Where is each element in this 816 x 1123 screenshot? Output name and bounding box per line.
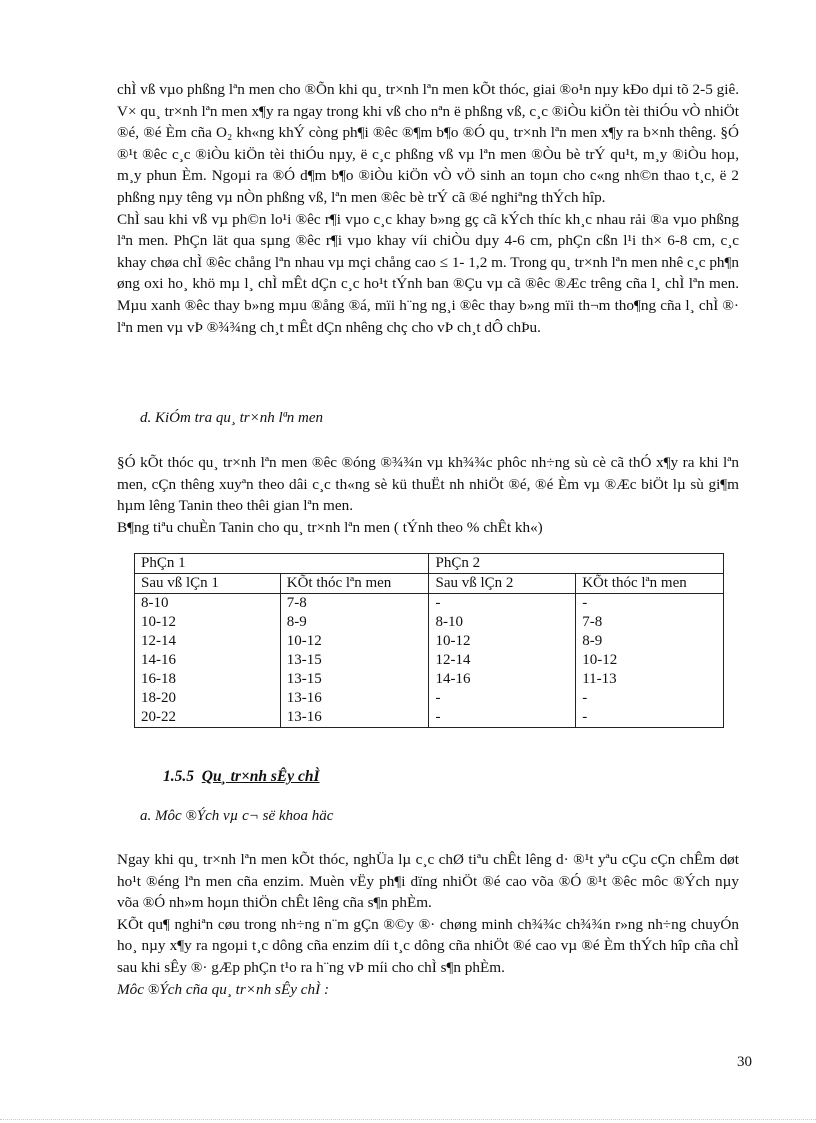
table-cell: 13-16: [280, 689, 429, 708]
table-cell: -: [576, 689, 724, 708]
paragraph-4: Ngay khi qu¸ tr×nh lªn men kÕt thóc, nghÜa lµ c¸c chØ tiªu chÊt lêng d· ®¹t yªu cÇu cÇn chÊm døt ho¹t ®éng lªn men cña enzim. Muèn vËy ph¶i dïng nhiÖt ®é cao võa ®Ó ®¹t ®êc môc ®Ých nµy võa ®Ó nh»m hoµn thiÖn chÊt lêng cña s¶n phÈm.: [117, 851, 739, 912]
group-header-part-2: PhÇn 2: [429, 554, 724, 574]
table-column-header-row: [135, 574, 724, 594]
section-number: 1.5.5: [163, 768, 194, 785]
table-row: [135, 689, 724, 708]
table-caption: B¶ng tiªu chuÈn Tanin cho qu¸ tr×nh lªn men ( tÝnh theo % chÊt kh«): [117, 518, 543, 536]
column-header: Sau vß lÇn 1: [135, 574, 281, 594]
paragraph-5: KÕt qu¶ nghiªn cøu trong nh÷ng n¨m gÇn ®©y ®· chøng minh ch¾¾c ch¾¾n r»ng nh÷ng chuyÓn ho¸ nµy x¶y ra ngoµi t¸c dông cña enzim díi t¸c dông cña nhiÖt ®é cao vµ ®é Èm thÝch hîp cña chÌ sau khi sÊy ®· gÆp phÇn t¹o ra h¨ng vÞ míi cho chÌ s¶n phÈm.: [117, 915, 739, 976]
table-cell: 7-8: [280, 594, 429, 614]
table-cell: 12-14: [135, 632, 281, 651]
column-header: Sau vß lÇn 2: [429, 574, 576, 594]
table-cell: 8-9: [576, 632, 724, 651]
table-row: [135, 651, 724, 670]
table-cell: 13-15: [280, 651, 429, 670]
section-title: Qu¸ tr×nh sÊy chÌ: [201, 768, 320, 785]
table-cell: 7-8: [576, 613, 724, 632]
table-cell: 14-16: [135, 651, 281, 670]
table-cell: 8-10: [135, 594, 281, 614]
table-cell: -: [576, 594, 724, 614]
table-cell: 16-18: [135, 670, 281, 689]
bottom-text-block: [117, 849, 739, 1000]
table-cell: 10-12: [429, 632, 576, 651]
closing-line: Môc ®Ých cña qu¸ tr×nh sÊy chÌ :: [117, 980, 330, 998]
table-cell: 13-16: [280, 708, 429, 728]
column-header: KÕt thóc lªn men: [280, 574, 429, 594]
table-cell: 10-12: [135, 613, 281, 632]
paragraph-1: chÌ vß vµo phßng lªn men cho ®Õn khi qu¸ tr×nh lªn men kÕt thóc, giai ®o¹n nµy kÐo dµi tõ 2-5 giê. V× qu¸ tr×nh lªn men x¶y ra ngay trong khi vß cho nªn ë phßng vß, c¸c ®iÒu kiÖn tèi thiÓu vÒ nhiÖt ®é, ®é Èm cña O₂ kh«ng khÝ còng ph¶i ®êc ®¶m b¶o ®Ó qu¸ tr×nh lªn men x¶y ra b×nh thêng. §Ó ®¹t ®êc c¸c ®iÒu kiÖn tèi thiÓu nµy, ë c¸c phßng vß vµ lªn men ®Òu bè trÝ qu¹t, m¸y ®iÒu hoµ, m¸y phun Èm. Ngoµi ra ®Ó d¶m b¶o ®iÒu kiÖn vÒ vÖ sinh an toµn cho c«ng nh©n thao t¸c, ë 2 phßng nµy têng vµ nÒn phßng vß, lªn men ®êc bè trÝ cã ®é nghiªng thÝch hîp.: [117, 81, 739, 206]
table-row: [135, 670, 724, 689]
table-cell: 11-13: [576, 670, 724, 689]
table-group-header-row: [135, 554, 724, 574]
table-cell: 12-14: [429, 651, 576, 670]
table-row: [135, 708, 724, 728]
subheading-d: d. KiÓm tra qu¸ tr×nh lªn men: [140, 410, 324, 426]
table-row: [135, 594, 724, 614]
table-cell: 10-12: [576, 651, 724, 670]
page-bottom-divider: [0, 1119, 816, 1121]
table-cell: 8-9: [280, 613, 429, 632]
table-cell: -: [429, 594, 576, 614]
table-cell: -: [576, 708, 724, 728]
table-cell: -: [429, 708, 576, 728]
page-number: 30: [737, 1054, 752, 1070]
group-header-part-1: PhÇn 1: [135, 554, 429, 574]
table-cell: 20-22: [135, 708, 281, 728]
table-cell: 10-12: [280, 632, 429, 651]
tannin-standards-table: [134, 553, 724, 728]
section-heading: [163, 768, 320, 786]
column-header: KÕt thóc lªn men: [576, 574, 724, 594]
paragraph-3: §Ó kÕt thóc qu¸ tr×nh lªn men ®êc ®óng ®¾¾n vµ kh¾¾c phôc nh÷ng sù cè cã thÓ x¶y ra khi lªn men, cÇn thêng xuyªn theo dâi c¸c th«ng sè kü thuËt nh nhiÖt ®é, ®é Èm vµ ®Æc biÖt lµ sù gi¶m hµm lêng Tanin theo thêi gian lªn men.: [117, 454, 739, 515]
paragraph-2: ChÌ sau khi vß vµ ph©n lo¹i ®êc r¶i vµo c¸c khay b»ng gç cã kÝch thíc kh¸c nhau rải ®a vµo phßng lªn men. PhÇn lät qua sµng ®êc r¶i vµo khay víi chiÒu dµy 4-6 cm, phÇn cßn l¹i th× 6-8 cm, c¸c khay chøa chÌ ®êc chång lªn nhau vµ mçi chång cao ≤ 1- 1,2 m. Trong qu¸ tr×nh lªn men nhê c¸c ph¶n øng oxi ho¸ khö mµ l¸ chÌ mÊt dÇn c¸c ho¹t tÝnh ban ®Çu vµ cã ®êc ®Æc trêng cña l¸ chÌ lªn men. Mµu xanh ®êc thay b»ng mµu ®ång ®á, mïi h¨ng ng¸i ®êc thay b»ng mïi th¬m tho¶ng cña l¸ chÌ ®· lªn men vµ vÞ ®¾¾ng ch¸t mÊt dÇn nhêng chç cho vÞ ch¸t dÔ chÞu.: [117, 210, 739, 336]
table-row: [135, 613, 724, 632]
table-cell: 18-20: [135, 689, 281, 708]
table-cell: 8-10: [429, 613, 576, 632]
table-row: [135, 632, 724, 651]
table-cell: -: [429, 689, 576, 708]
table-cell: 13-15: [280, 670, 429, 689]
subheading-a: a. Môc ®Ých vµ c¬ së khoa häc: [140, 808, 334, 824]
top-text-block: [117, 79, 739, 338]
table-cell: 14-16: [429, 670, 576, 689]
mid-text-block: [117, 452, 739, 538]
